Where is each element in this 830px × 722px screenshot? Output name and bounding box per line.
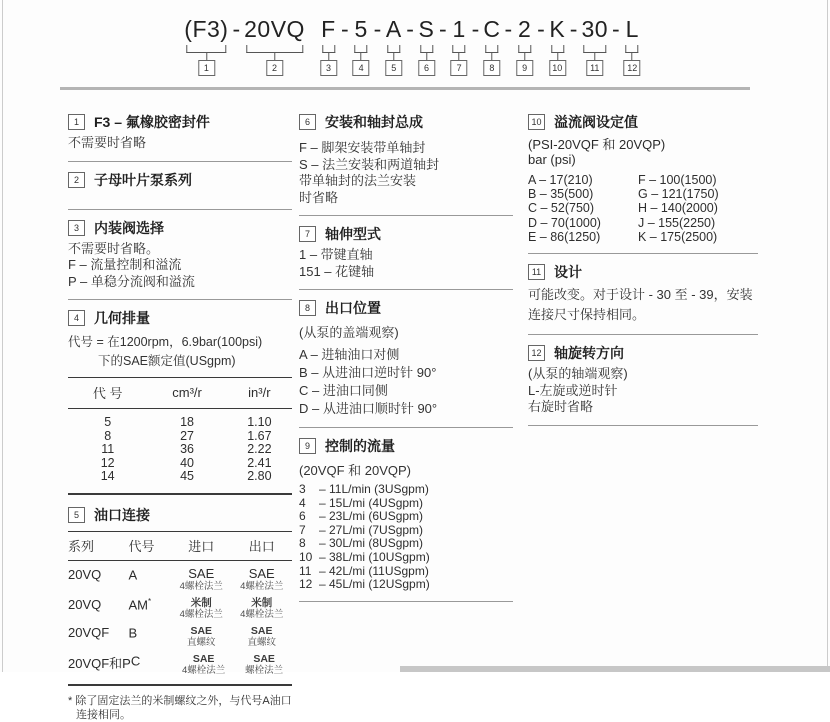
body-line: 151 – 花键轴 bbox=[299, 263, 375, 279]
column-header: 系列 bbox=[68, 538, 95, 554]
list-item bbox=[299, 510, 513, 524]
model-code-segment bbox=[307, 14, 339, 76]
cell-cm3: 40 bbox=[180, 455, 195, 470]
cell-cm3: 45 bbox=[180, 469, 195, 484]
code-ref-box: 4 bbox=[353, 60, 370, 76]
model-code-segment bbox=[230, 14, 307, 76]
code-ref-box: 10 bbox=[549, 60, 566, 76]
bracket-line bbox=[355, 45, 368, 53]
body-line: F – 流量控制和溢流 bbox=[68, 257, 182, 272]
cell-code: B bbox=[128, 625, 138, 641]
item-text: – 15L/mi (4USgpm) bbox=[319, 495, 424, 510]
cell-code: AM* bbox=[128, 596, 152, 613]
model-code-separator: - bbox=[373, 16, 382, 42]
table-row bbox=[68, 651, 292, 679]
cell-inlet: SAE 4螺栓法兰 bbox=[181, 652, 226, 676]
bracket-line bbox=[518, 45, 531, 53]
list-item: J – 155(2250) bbox=[638, 215, 716, 230]
cell-code: 11 bbox=[101, 442, 115, 457]
item-code: 4 bbox=[299, 495, 306, 510]
bracket-stem bbox=[557, 53, 558, 60]
cell-cm3: 18 bbox=[180, 415, 195, 429]
bracket-stem bbox=[393, 53, 394, 60]
section-divider bbox=[299, 215, 513, 216]
bracket-line bbox=[322, 45, 335, 53]
section-3 bbox=[68, 218, 292, 291]
cell-outlet: SAE 螺栓法兰 bbox=[245, 652, 284, 676]
body-line: B – 从进油口逆时针 90° bbox=[299, 365, 437, 380]
cell-code: C bbox=[130, 653, 141, 669]
code-ref-box: 12 bbox=[624, 60, 641, 76]
section-number-box: 10 bbox=[528, 114, 545, 130]
model-code-segment bbox=[339, 14, 372, 76]
section-number-box: 5 bbox=[68, 507, 85, 523]
section-divider bbox=[299, 289, 513, 290]
model-code-segment bbox=[502, 14, 535, 76]
body-line: S – 法兰安装和两道轴封 bbox=[299, 156, 440, 172]
cell-outlet: SAE 直螺纹 bbox=[247, 624, 276, 648]
model-code-segment bbox=[437, 14, 470, 76]
body-line: (从泵的轴端观察) bbox=[528, 366, 628, 382]
section-note: (PSI-20VQF 和 20VQP) bbox=[528, 137, 666, 152]
bracket-line bbox=[485, 45, 498, 53]
cell-in3: 2.41 bbox=[247, 455, 272, 470]
list-item: G – 121(1750) bbox=[638, 187, 719, 202]
item-text: – 45L/mi (12USgpm) bbox=[319, 577, 430, 592]
cell-outlet: 米制 4螺栓法兰 bbox=[240, 596, 284, 620]
item-text: – 38L/mi (10USgpm) bbox=[319, 549, 430, 564]
model-code-text: 5 bbox=[354, 16, 368, 42]
section-title: 几何排量 bbox=[94, 310, 150, 326]
section-divider bbox=[528, 425, 758, 426]
section-divider bbox=[299, 601, 513, 602]
bracket-stem bbox=[274, 53, 275, 60]
item-code: 6 bbox=[299, 509, 306, 524]
bracket-stem bbox=[459, 53, 460, 60]
column-header: cm³/r bbox=[147, 378, 226, 409]
section-divider bbox=[68, 299, 292, 300]
column-right bbox=[528, 108, 758, 434]
body-line: 不需要时省略。 bbox=[68, 240, 160, 256]
section-number-box: 11 bbox=[528, 264, 545, 280]
section-7 bbox=[299, 224, 513, 280]
item-text: – 23L/mi (6USgpm) bbox=[319, 509, 424, 524]
cell-in3: 1.67 bbox=[247, 428, 272, 443]
item-code: 3 bbox=[299, 482, 306, 496]
list-item bbox=[299, 524, 513, 538]
body-line: 时省略 bbox=[299, 189, 339, 205]
code-ref-box: 9 bbox=[516, 60, 533, 76]
section-number-box: 12 bbox=[528, 345, 545, 361]
section-number-box: 6 bbox=[299, 114, 316, 130]
code-ref-box: 5 bbox=[385, 60, 402, 76]
displacement-table bbox=[68, 377, 292, 495]
section-11 bbox=[528, 262, 758, 325]
cell-series: 20VQF bbox=[68, 624, 110, 640]
list-item bbox=[299, 551, 513, 565]
list-item: E – 86(1250) bbox=[528, 229, 601, 244]
table-row bbox=[68, 443, 292, 457]
cell-inlet: SAE 直螺纹 bbox=[186, 624, 216, 648]
bracket-line bbox=[626, 45, 639, 53]
column-middle bbox=[299, 108, 513, 610]
column-header: 代 号 bbox=[68, 378, 147, 409]
cell-cm3: 27 bbox=[180, 428, 195, 443]
body-line: F – 脚架安装带单轴封 bbox=[299, 140, 426, 155]
model-code-text: S bbox=[418, 16, 435, 42]
section-number-box: 8 bbox=[299, 300, 316, 316]
bracket-stem bbox=[206, 53, 207, 60]
section-1 bbox=[68, 112, 292, 152]
table-row bbox=[68, 409, 292, 430]
model-code-separator: - bbox=[340, 16, 349, 42]
section-2 bbox=[68, 170, 292, 200]
section-divider bbox=[528, 334, 758, 335]
section-title: 子母叶片泵系列 bbox=[94, 171, 192, 188]
bracket-line bbox=[186, 45, 226, 53]
table-row bbox=[68, 595, 292, 623]
bracket-line bbox=[583, 45, 606, 53]
model-code-segment bbox=[470, 14, 503, 76]
body-line: C – 进油口同侧 bbox=[299, 383, 388, 398]
section-4 bbox=[68, 308, 292, 495]
bracket-line bbox=[246, 45, 303, 53]
body-line: 连接尺寸保持相同。 bbox=[528, 307, 646, 323]
bracket-line bbox=[453, 45, 466, 53]
model-code-segment bbox=[568, 14, 610, 76]
model-code-text: 20VQ bbox=[244, 16, 305, 42]
list-item bbox=[299, 565, 513, 579]
model-code-segment bbox=[171, 14, 230, 76]
model-code-separator: - bbox=[406, 16, 414, 42]
list-item: A – 17(210) bbox=[528, 173, 593, 187]
list-item bbox=[299, 483, 513, 497]
footnote-line: * 除了固定法兰的米制螺纹之外，与代号A油口 bbox=[68, 694, 292, 707]
item-code: 12 bbox=[299, 577, 313, 592]
section-divider bbox=[299, 427, 513, 428]
list-item: D – 70(1000) bbox=[528, 215, 601, 230]
table-row bbox=[68, 565, 292, 595]
section-title: 轴伸型式 bbox=[325, 226, 381, 242]
item-text: – 30L/mi (8USgpm) bbox=[319, 536, 424, 551]
body-line: 带单轴封的法兰安装 bbox=[299, 173, 417, 188]
model-code-separator: - bbox=[504, 16, 513, 42]
page-right-border bbox=[827, 0, 828, 672]
section-5 bbox=[68, 505, 292, 722]
model-code-separator: - bbox=[232, 16, 241, 42]
header-divider bbox=[60, 87, 750, 90]
model-code-separator: - bbox=[537, 16, 545, 42]
model-code-text: (F3) bbox=[184, 16, 229, 42]
body-line: 不需要时省略 bbox=[68, 135, 147, 150]
cell-inlet: 米制 4螺栓法兰 bbox=[179, 596, 223, 620]
cell-code: A bbox=[128, 567, 138, 583]
item-code: 11 bbox=[299, 563, 312, 578]
table-row bbox=[68, 623, 292, 651]
model-code-text: F bbox=[321, 16, 336, 42]
model-code-text: 1 bbox=[452, 16, 466, 42]
column-header: in³/r bbox=[227, 378, 292, 409]
column-header: 进口 bbox=[188, 538, 215, 554]
relief-settings bbox=[528, 173, 758, 244]
cell-code: 5 bbox=[104, 415, 112, 429]
bracket-stem bbox=[594, 53, 595, 60]
code-ref-box: 11 bbox=[586, 60, 603, 76]
model-code-text: L bbox=[625, 16, 639, 42]
model-code bbox=[171, 14, 642, 76]
code-ref-box: 1 bbox=[198, 60, 215, 76]
code-ref-box: 7 bbox=[451, 60, 468, 76]
section-number-box: 4 bbox=[68, 310, 85, 326]
item-code: 10 bbox=[299, 549, 313, 564]
section-title: 出口位置 bbox=[325, 300, 381, 316]
list-item: H – 140(2000) bbox=[638, 201, 718, 216]
section-note: bar (psi) bbox=[528, 152, 576, 167]
page-left-border bbox=[2, 0, 3, 672]
cell-outlet: SAE 4螺栓法兰 bbox=[240, 565, 284, 592]
cell-code: 14 bbox=[100, 469, 115, 484]
cell-code: 8 bbox=[104, 428, 112, 443]
bracket-line bbox=[387, 45, 400, 53]
body-line: L-左旋或逆时针 bbox=[528, 382, 618, 398]
list-item bbox=[299, 537, 513, 551]
bracket-stem bbox=[426, 53, 427, 60]
column-header: 出口 bbox=[248, 538, 275, 554]
model-code-text: K bbox=[549, 16, 566, 42]
body-line: D – 从进油口顺时针 90° bbox=[299, 401, 438, 416]
section-divider bbox=[528, 253, 758, 254]
list-item: B – 35(500) bbox=[528, 187, 594, 202]
bracket-stem bbox=[524, 53, 525, 60]
cell-inlet: SAE 4螺栓法兰 bbox=[179, 565, 223, 592]
section-title: 设计 bbox=[554, 264, 582, 281]
footnote-marker: * bbox=[147, 596, 152, 606]
displacement-note-line1: 代号 = 在1200rpm，6.9bar(100psi) bbox=[68, 335, 263, 349]
bracket-stem bbox=[491, 53, 492, 60]
section-8 bbox=[299, 298, 513, 418]
model-code-text: 2 bbox=[517, 16, 532, 42]
item-text: – 27L/mi (7USgpm) bbox=[319, 522, 424, 537]
port-table-header bbox=[68, 532, 292, 561]
item-text: – 42L/mi (11USgpm) bbox=[319, 563, 429, 578]
cell-code: 12 bbox=[100, 455, 115, 470]
section-10 bbox=[528, 112, 758, 244]
section-6 bbox=[299, 112, 513, 206]
column-header: 代号 bbox=[128, 538, 155, 554]
code-ref-box: 6 bbox=[418, 60, 435, 76]
model-code-separator: - bbox=[438, 16, 447, 42]
list-item: F – 100(1500) bbox=[638, 173, 717, 187]
section-12 bbox=[528, 343, 758, 416]
body-line: 1 – 带键直轴 bbox=[299, 247, 373, 262]
list-item: K – 175(2500) bbox=[638, 229, 718, 244]
model-code-text: A bbox=[385, 16, 402, 42]
section-title: 内装阀选择 bbox=[94, 219, 164, 236]
table-row bbox=[68, 470, 292, 494]
model-code-segment bbox=[372, 14, 405, 76]
cell-series: 20VQ bbox=[68, 596, 102, 612]
code-ref-box: 2 bbox=[266, 60, 283, 76]
body-line: P – 单稳分流阀和溢流 bbox=[68, 273, 195, 289]
list-item bbox=[299, 497, 513, 511]
bracket-line bbox=[551, 45, 564, 53]
model-code-text: 30 bbox=[581, 16, 609, 42]
cell-in3: 2.80 bbox=[247, 469, 272, 484]
model-code-separator: - bbox=[612, 16, 620, 42]
section-title: F3 – 氟橡胶密封件 bbox=[94, 114, 210, 130]
body-line: 可能改变。对于设计 - 30 至 - 39，安装 bbox=[528, 287, 753, 303]
cell-in3: 1.10 bbox=[247, 415, 272, 429]
code-ref-box: 8 bbox=[483, 60, 500, 76]
cell-series: 20VQF和P bbox=[68, 655, 131, 671]
section-title: 溢流阀设定值 bbox=[554, 114, 638, 130]
section-number-box: 3 bbox=[68, 220, 85, 236]
list-item bbox=[299, 578, 513, 592]
section-divider bbox=[68, 209, 292, 210]
body-line: 右旋时省略 bbox=[528, 399, 594, 415]
model-code-separator: - bbox=[471, 16, 480, 42]
model-code-text: C bbox=[483, 16, 501, 42]
section-number-box: 7 bbox=[299, 226, 316, 242]
port-connection-table bbox=[68, 531, 292, 686]
cell-in3: 2.22 bbox=[247, 442, 272, 457]
section-divider bbox=[68, 161, 292, 162]
model-code-row bbox=[171, 14, 642, 76]
model-code-separator: - bbox=[569, 16, 578, 42]
cell-cm3: 36 bbox=[180, 442, 195, 457]
bracket-stem bbox=[632, 53, 633, 60]
cell-series: 20VQ bbox=[68, 566, 102, 582]
list-item: C – 52(750) bbox=[528, 201, 595, 216]
body-line: A – 进轴油口对侧 bbox=[299, 347, 400, 362]
section-number-box: 1 bbox=[68, 114, 85, 130]
section-title: 安装和轴封总成 bbox=[325, 114, 423, 130]
code-ref-box: 3 bbox=[320, 60, 337, 76]
item-text: – 11L/min (3USgpm) bbox=[319, 482, 429, 496]
table-row bbox=[68, 430, 292, 444]
section-title: 油口连接 bbox=[94, 506, 150, 523]
displacement-note-line2: 下的SAE额定值(USgpm) bbox=[98, 354, 236, 368]
table-footnote bbox=[68, 694, 292, 722]
section-title: 控制的流量 bbox=[325, 438, 395, 454]
bracket-stem bbox=[328, 53, 329, 60]
model-code-segment bbox=[404, 14, 437, 76]
page-bottom-shadow bbox=[400, 666, 830, 672]
section-title: 轴旋转方向 bbox=[554, 345, 624, 362]
section-note: (从泵的盖端观察) bbox=[299, 325, 399, 340]
section-number-box: 9 bbox=[299, 438, 316, 454]
model-code-segment bbox=[610, 14, 643, 76]
section-note: (20VQF 和 20VQP) bbox=[299, 463, 411, 478]
footnote-line: 连接相同。 bbox=[76, 708, 131, 721]
table-row bbox=[68, 457, 292, 471]
section-number-box: 2 bbox=[68, 172, 85, 188]
flow-list bbox=[299, 483, 513, 592]
item-code: 7 bbox=[299, 522, 306, 537]
bracket-line bbox=[420, 45, 433, 53]
displacement-table-header bbox=[68, 378, 292, 409]
item-code: 8 bbox=[299, 536, 306, 551]
bracket-stem bbox=[361, 53, 362, 60]
model-code-segment bbox=[535, 14, 568, 76]
section-9 bbox=[299, 436, 513, 592]
column-left bbox=[68, 108, 292, 722]
